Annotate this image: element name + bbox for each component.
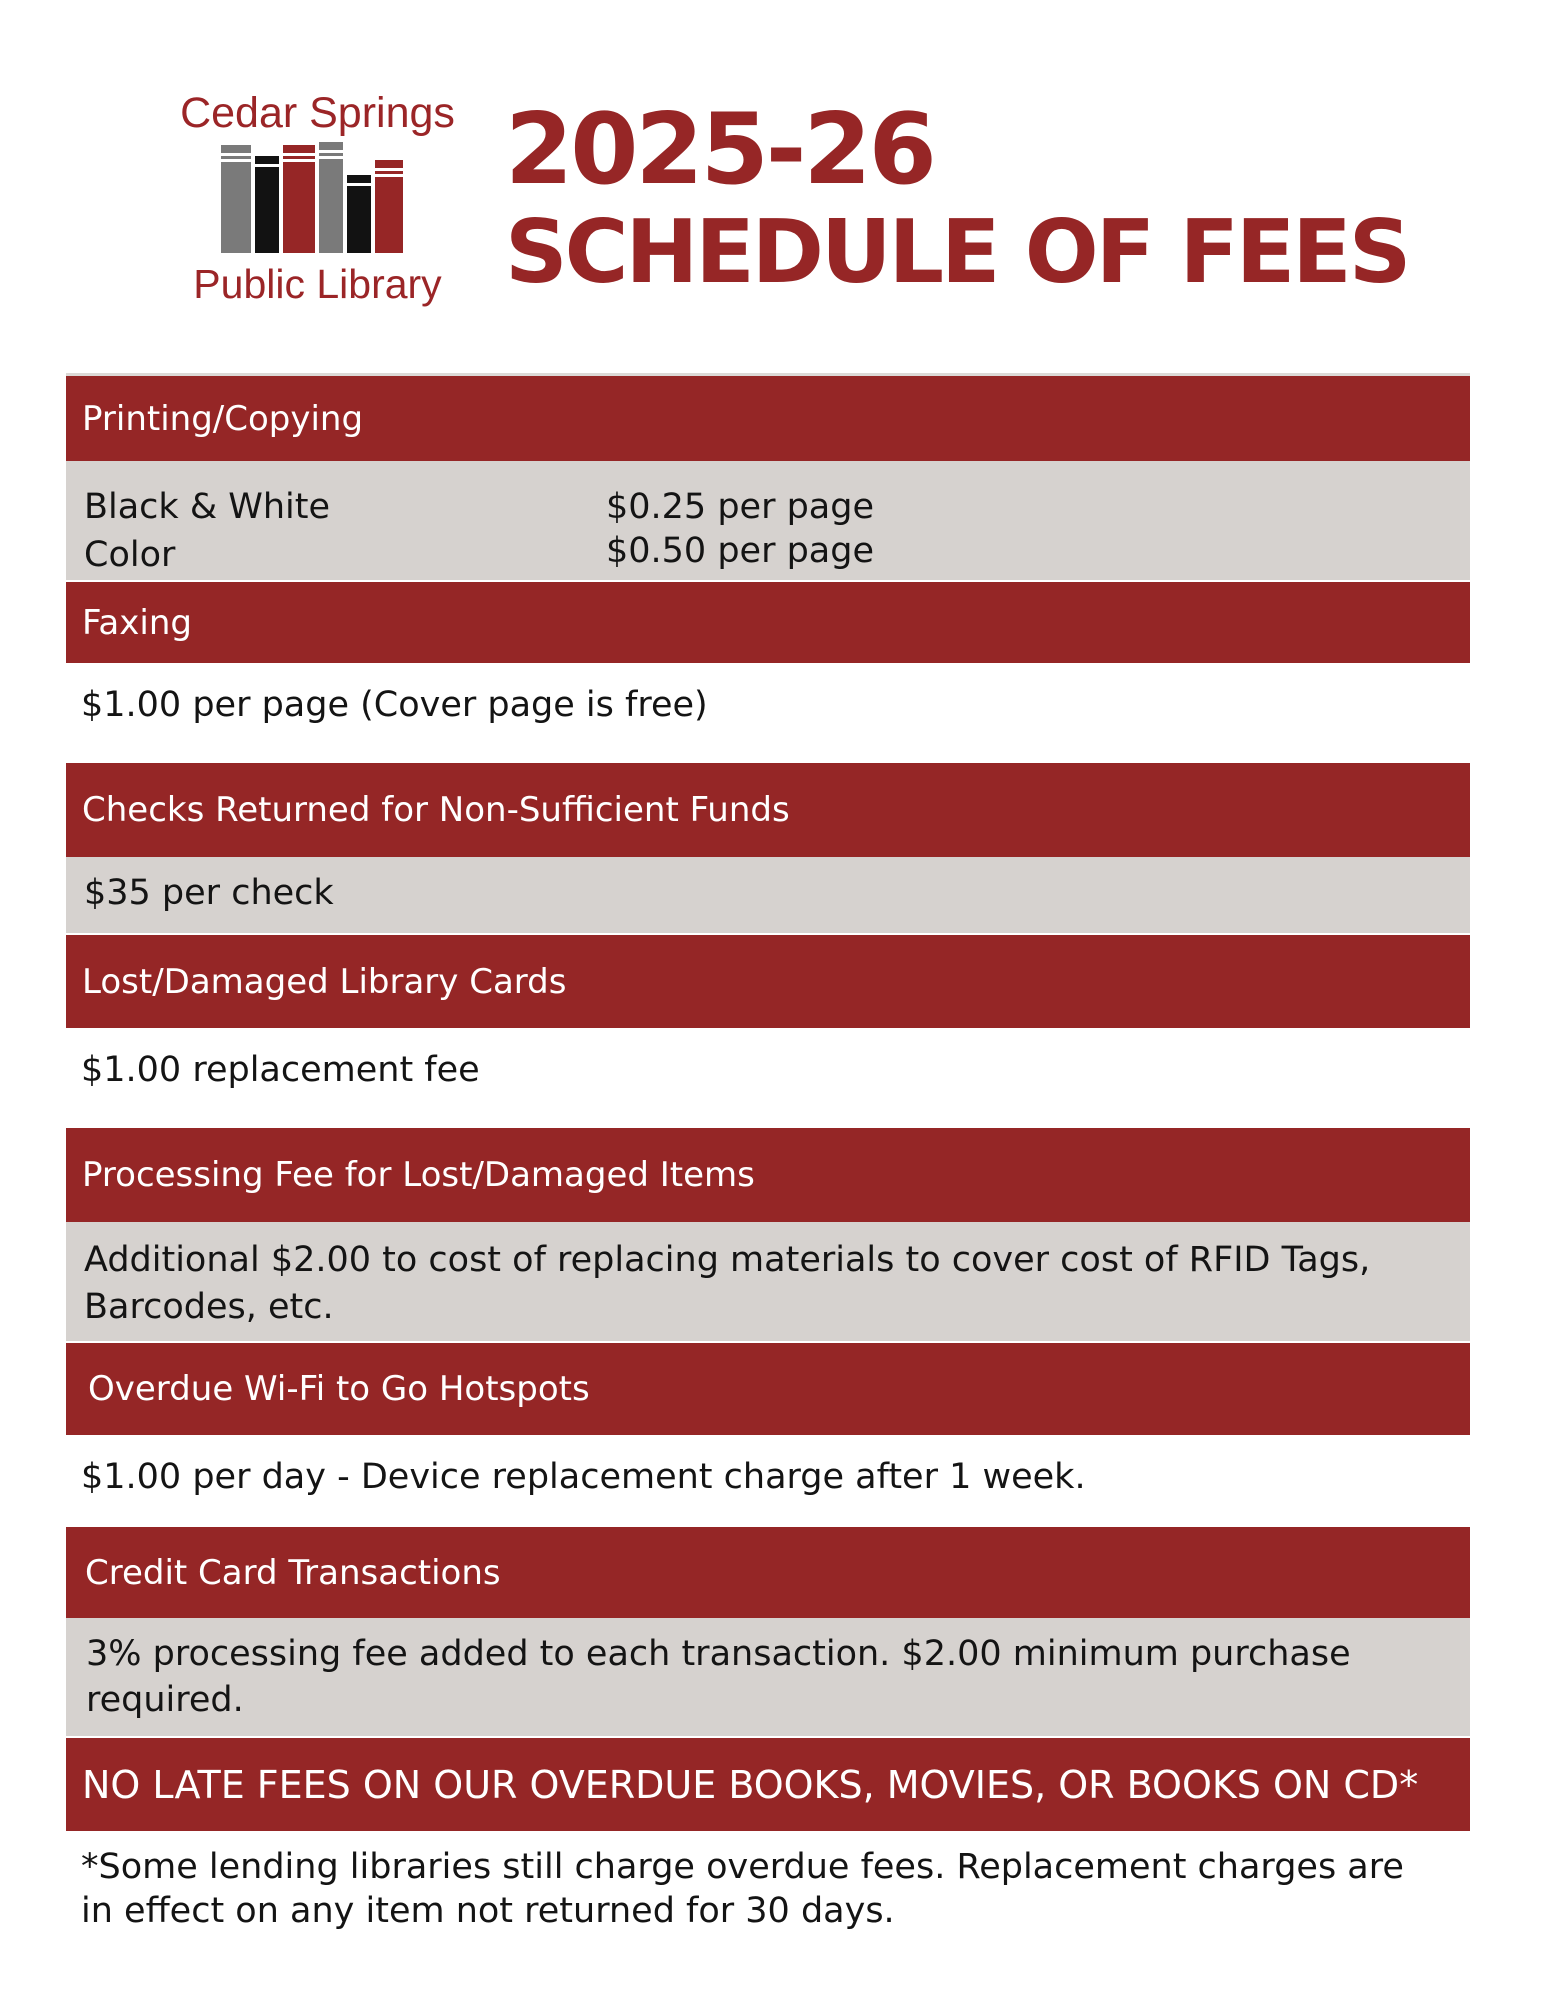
fee-value: $1.00 per page (Cover page is free): [81, 685, 708, 725]
section-title: Processing Fee for Lost/Damaged Items: [82, 1155, 755, 1195]
section-title: Lost/Damaged Library Cards: [82, 961, 567, 1002]
section-body-processing: [66, 1222, 1470, 1343]
section-body-no-late-fees: [66, 1831, 1470, 1941]
fee-value-line2: Barcodes, etc.: [84, 1287, 334, 1327]
book-spine-red: [375, 160, 403, 253]
title-year: 2025-26: [505, 93, 934, 207]
section-body-faxing: [66, 663, 1470, 763]
section-header-processing: [66, 1128, 1470, 1222]
section-header-faxing: [66, 582, 1470, 663]
title-main: SCHEDULE OF FEES: [505, 201, 1409, 303]
footnote-line2: in effect on any item not returned for 30 days.: [81, 1891, 895, 1931]
book-spine-black: [347, 175, 371, 253]
footnote-line1: *Some lending libraries still charge overdue fees. Replacement charges are: [81, 1847, 1404, 1887]
section-body-cards: [66, 1028, 1470, 1128]
library-logo: [165, 89, 470, 312]
book-spine-black: [255, 156, 279, 253]
fee-value-line1: 3% processing fee added to each transaction. $2.00 minimum purchase: [86, 1634, 1351, 1674]
fee-label-bw: Black & White: [84, 487, 331, 527]
section-title: Overdue Wi-Fi to Go Hotspots: [88, 1369, 590, 1409]
fee-value: $35 per check: [84, 873, 334, 913]
section-title: Checks Returned for Non-Sufficient Funds: [82, 790, 790, 830]
section-header-no-late-fees: [66, 1738, 1470, 1831]
logo-text-top: Cedar Springs: [180, 89, 455, 137]
fee-price-color: $0.50 per page: [606, 531, 875, 571]
fee-value: $1.00 replacement fee: [81, 1050, 480, 1090]
section-body-printing: [66, 461, 1470, 582]
books-icon: [221, 142, 411, 257]
section-body-credit: [66, 1618, 1470, 1738]
section-title: Faxing: [82, 602, 192, 643]
section-header-cards: [66, 935, 1470, 1028]
fee-value-line2: required.: [86, 1680, 244, 1720]
section-header-printing: [66, 376, 1470, 461]
fee-value: $1.00 per day - Device replacement charge after 1 week.: [81, 1457, 1086, 1497]
section-header-credit: [66, 1527, 1470, 1618]
page-title: [505, 93, 1409, 304]
section-body-wifi: [66, 1435, 1470, 1527]
section-title: Printing/Copying: [82, 398, 364, 439]
fee-table: [66, 376, 1470, 1941]
section-title: NO LATE FEES ON OUR OVERDUE BOOKS, MOVIES, OR BOOKS ON CD*: [82, 1762, 1419, 1807]
fee-label-color: Color: [84, 535, 176, 575]
logo-text-bottom: Public Library: [193, 261, 442, 307]
section-body-checks: [66, 857, 1470, 935]
section-title: Credit Card Transactions: [85, 1552, 501, 1593]
section-header-checks: [66, 763, 1470, 857]
section-header-wifi: [66, 1343, 1470, 1435]
fee-price-bw: $0.25 per page: [606, 487, 875, 527]
fee-value-line1: Additional $2.00 to cost of replacing materials to cover cost of RFID Tags,: [84, 1240, 1371, 1280]
